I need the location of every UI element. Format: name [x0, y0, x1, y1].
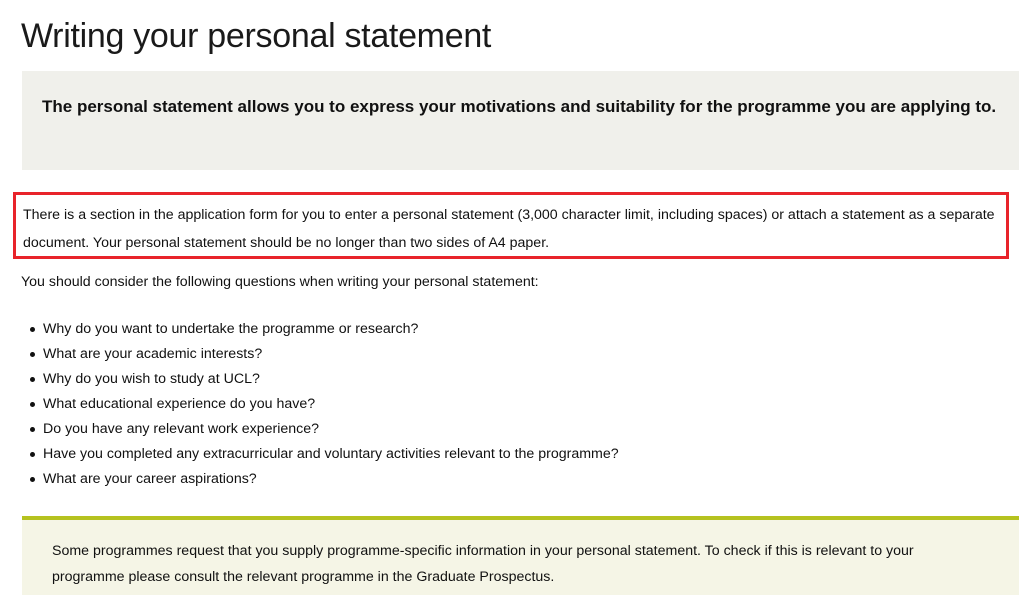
programme-note-callout [22, 516, 1019, 595]
bullet-icon [30, 452, 35, 457]
list-item-text: Have you completed any extracurricular and voluntary activities relevant to the programme? [43, 446, 619, 462]
list-item [22, 317, 619, 342]
list-item-text: What are your academic interests? [43, 346, 263, 362]
page-title: Writing your personal statement [21, 17, 492, 55]
bullet-icon [30, 402, 35, 407]
questions-intro: You should consider the following questions when writing your personal statement: [21, 274, 539, 290]
list-item-text: What are your career aspirations? [43, 471, 257, 487]
list-item [22, 467, 619, 492]
bullet-icon [30, 427, 35, 432]
question-list [22, 317, 619, 492]
list-item [22, 392, 619, 417]
lead-callout [22, 71, 1019, 170]
list-item-text: Why do you wish to study at UCL? [43, 371, 260, 387]
bullet-icon [30, 352, 35, 357]
lead-text: The personal statement allows you to express your motivations and suitability for the programme you are applying to. [42, 97, 997, 116]
character-limit-text: There is a section in the application form for you to enter a personal statement (3,000 character limit, including spaces) or attach a statement as a separate document. Your personal statement should be no longer than two sides of A4 paper. [23, 207, 995, 251]
list-item-text: What educational experience do you have? [43, 396, 316, 412]
list-item [22, 367, 619, 392]
bullet-icon [30, 327, 35, 332]
programme-note-text: Some programmes request that you supply programme-specific information in your personal statement. To check if this is relevant to your programme please consult the relevant programme in the Graduate Prospectus. [52, 543, 914, 585]
list-item [22, 417, 619, 442]
list-item [22, 442, 619, 467]
highlighted-paragraph [13, 192, 1009, 259]
bullet-icon [30, 377, 35, 382]
list-item [22, 342, 619, 367]
list-item-text: Why do you want to undertake the programme or research? [43, 321, 419, 337]
list-item-text: Do you have any relevant work experience? [43, 421, 320, 437]
bullet-icon [30, 477, 35, 482]
